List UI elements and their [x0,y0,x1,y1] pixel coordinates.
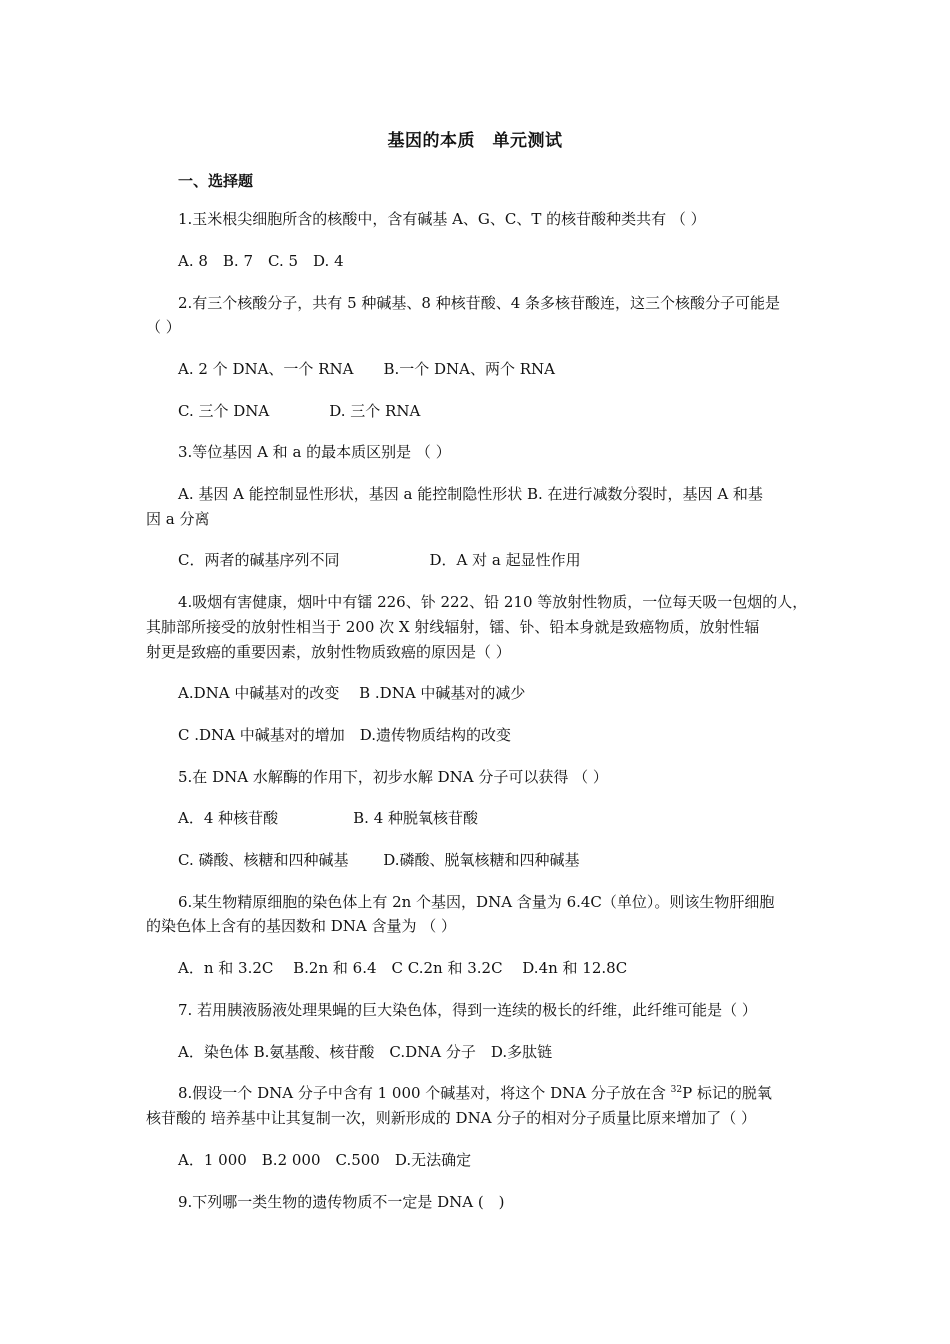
question-2-stem-line1: 2.有三个核酸分子，共有 5 种碱基、8 种核苷酸、4 条多核苷酸连，这三个核酸分子可能是 [178,294,781,312]
question-8-stem-line2: 核苷酸的 培养基中让其复制一次，则新形成的 DNA 分子的相对分子质量比原来增加了（ ） [146,1109,757,1127]
question-5-options-line1: A．4 种核苷酸 B. 4 种脱氧核苷酸 [178,809,479,827]
question-7-stem: 7. 若用胰液肠液处理果蝇的巨大染色体，得到一连续的极长的纤维，此纤维可能是（ ） [178,1001,757,1019]
question-8-options: A．1 000 B.2 000 C.500 D.无法确定 [178,1151,472,1169]
question-3-stem: 3.等位基因 A 和 a 的最本质区别是 （ ） [178,443,451,461]
question-1-stem: 1.玉米根尖细胞所含的核酸中，含有碱基 A、G、C、T 的核苷酸种类共有 （ ） [178,210,706,228]
question-8-stem-text: 8.假设一个 DNA 分子中含有 1 000 个碱基对，将这个 DNA 分子放在含 [178,1084,671,1102]
question-8-stem-text-end: P 标记的脱氧 [682,1084,772,1102]
question-2-options-line2: C. 三个 DNA D. 三个 RNA [178,402,421,420]
question-5-stem: 5.在 DNA 水解酶的作用下，初步水解 DNA 分子可以获得 （ ） [178,768,608,786]
question-6-stem-line2: 的染色体上含有的基因数和 DNA 含量为 （ ） [146,917,457,935]
question-2-options-line1: A. 2 个 DNA、一个 RNA B.一个 DNA、两个 RNA [178,360,556,378]
question-1-options: A. 8 B. 7 C. 5 D. 4 [178,252,344,270]
question-7-options: A．染色体 B.氨基酸、核苷酸 C.DNA 分子 D.多肽链 [178,1043,553,1061]
question-3-options-line3: C．两者的碱基序列不同 D．A 对 a 起显性作用 [178,551,581,569]
question-4-stem-line2: 其肺部所接受的放射性相当于 200 次 X 射线辐射，镭、钋、铅本身就是致癌物质，放射性辐 [146,618,760,636]
question-4-options-line2: C .DNA 中碱基对的增加 D.遗传物质结构的改变 [178,726,512,744]
page-title: 基因的本质 单元测试 [387,131,563,151]
question-8-stem-line1 [178,1081,772,1105]
question-2-stem-line2: （ ） [146,318,181,336]
question-6-stem-line1: 6.某生物精原细胞的染色体上有 2n 个基因，DNA 含量为 6.4C（单位）。则该生物肝细胞 [178,893,775,911]
question-4-stem-line1: 4.吸烟有害健康，烟叶中有镭 226、钋 222、铅 210 等放射性物质，一位每天吸一包烟的人， [178,593,808,611]
question-4-options-line1: A.DNA 中碱基对的改变 B .DNA 中碱基对的减少 [178,684,526,702]
question-6-options: A．n 和 3.2C B.2n 和 6.4 C C.2n 和 3.2C D.4n 和 12.8C [178,959,628,977]
question-3-options-line1: A. 基因 A 能控制显性形状，基因 a 能控制隐性形状 B. 在进行减数分裂时，基因 A 和基 [178,485,763,503]
question-5-options-line2: C. 磷酸、核糖和四种碱基 D.磷酸、脱氧核糖和四种碱基 [178,851,580,869]
question-9-stem: 9.下列哪一类生物的遗传物质不一定是 DNA ( ) [178,1193,505,1211]
section-heading: 一、选择题 [178,172,254,190]
question-4-stem-line3: 射更是致癌的重要因素，放射性物质致癌的原因是（ ） [146,643,511,661]
question-3-options-line2: 因 a 分离 [146,510,210,528]
isotope-superscript: 32 [670,1085,683,1095]
